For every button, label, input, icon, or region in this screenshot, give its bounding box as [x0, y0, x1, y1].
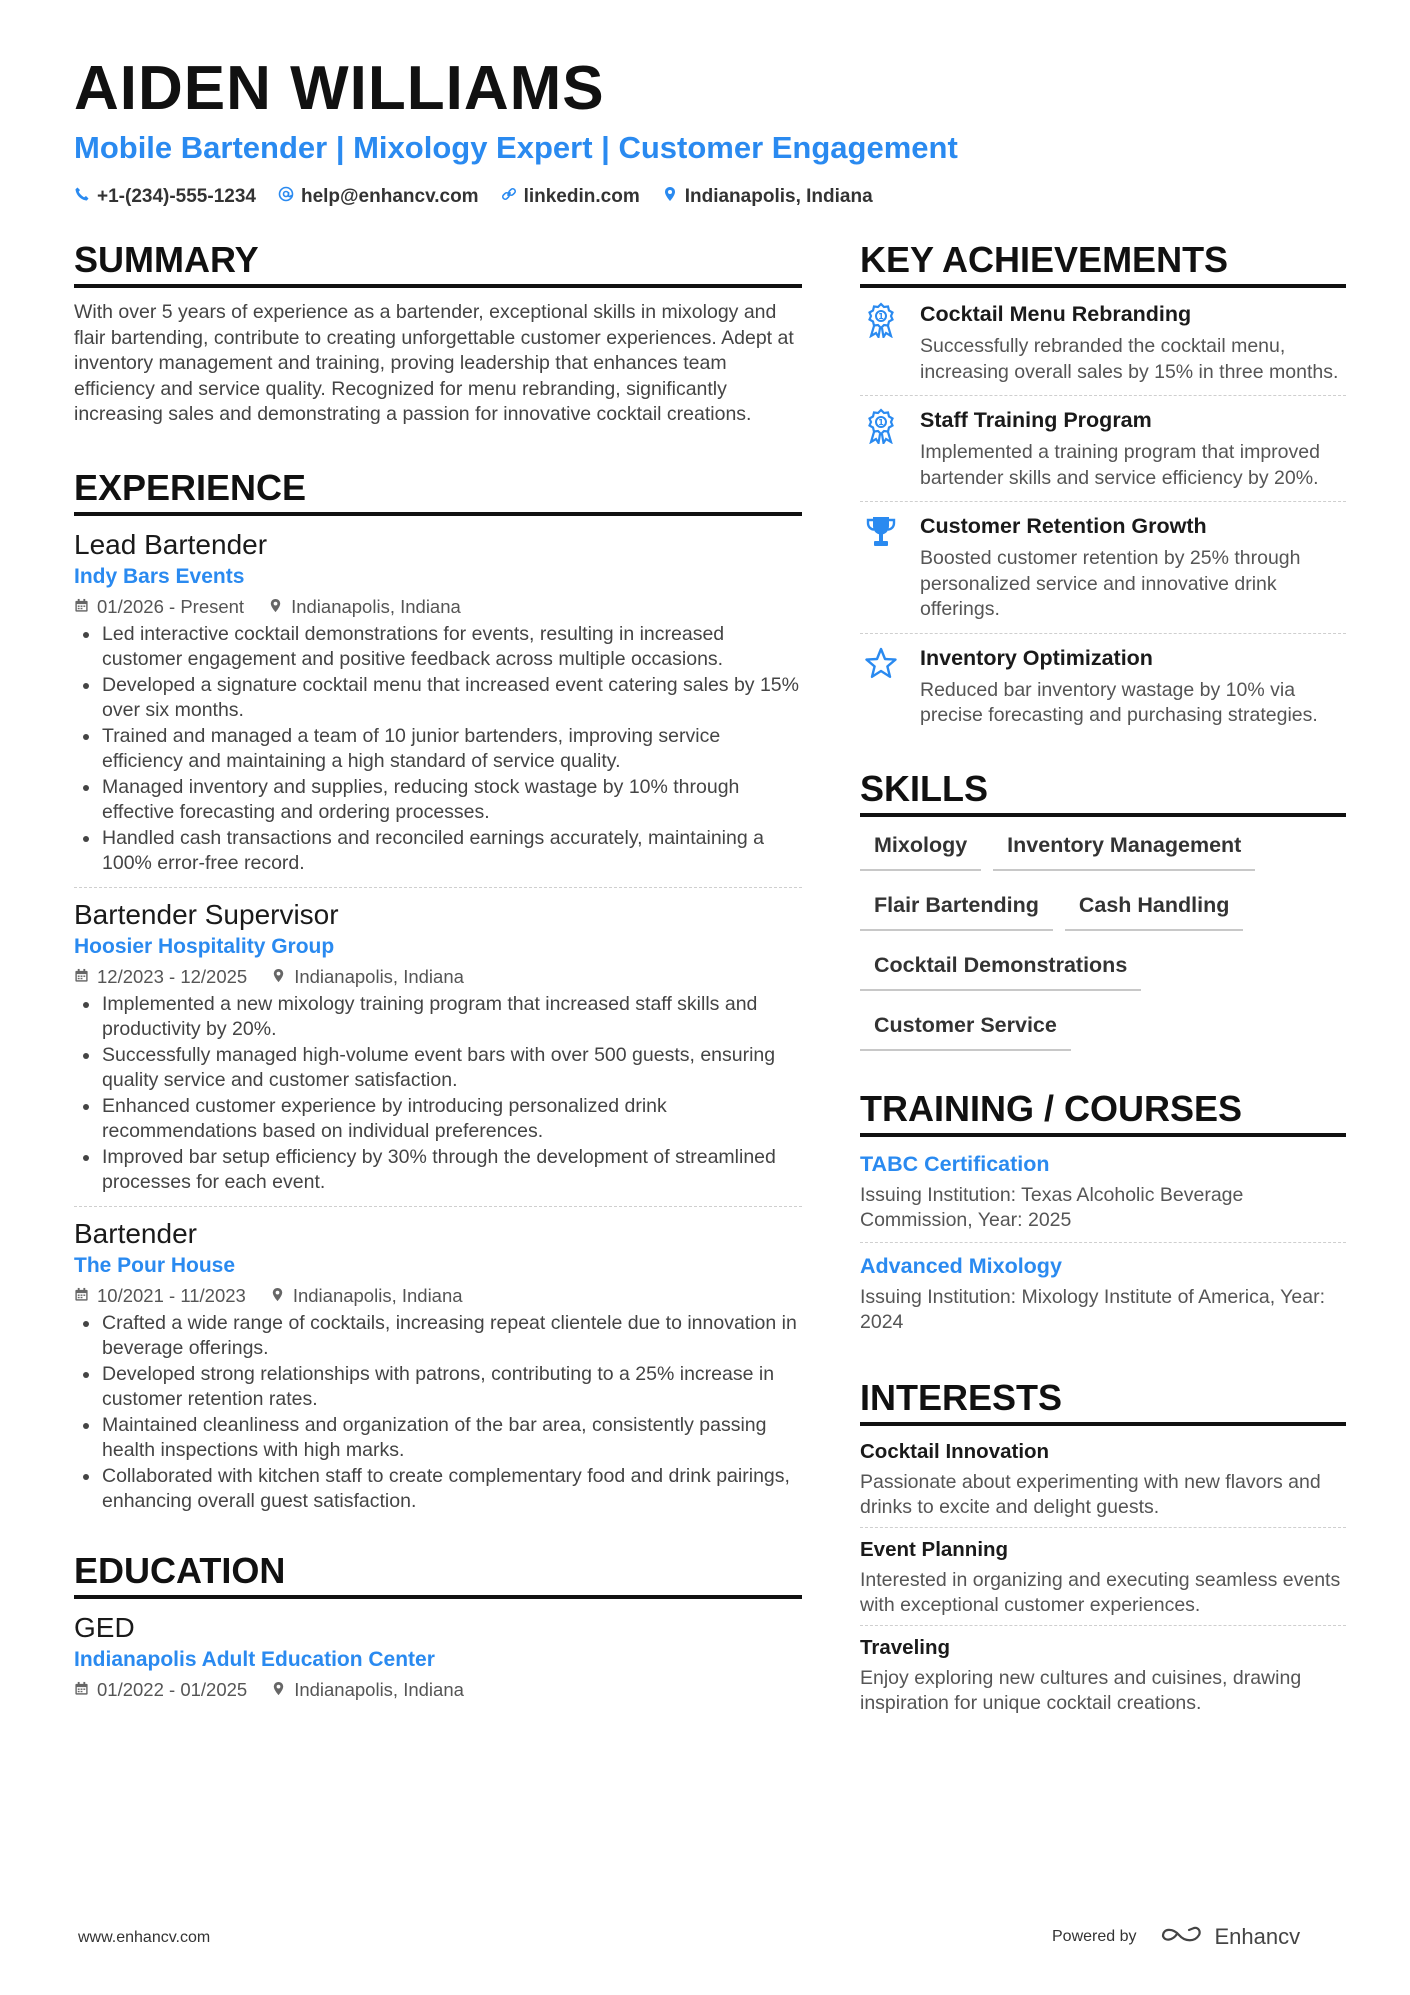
company-name: Hoosier Hospitality Group — [74, 934, 335, 958]
interests-section — [860, 1376, 1346, 1723]
achievement-item — [860, 396, 1346, 502]
interest-item — [860, 1438, 1346, 1528]
interest-item — [860, 1634, 1346, 1723]
job-bullet: Successfully managed high-volume event bars with over 500 guests, ensuring quality service and customer satisfaction. — [74, 1043, 802, 1094]
school-name: Indianapolis Adult Education Center — [74, 1647, 435, 1671]
calendar-icon — [74, 592, 89, 622]
job-bullet: Handled cash transactions and reconciled earnings accurately, maintaining a 100% error-free record. — [74, 826, 802, 877]
degree-name: GED — [74, 1611, 135, 1643]
candidate-headline: Mobile Bartender | Mixology Expert | Customer Engagement — [74, 130, 958, 165]
contact-email[interactable] — [278, 186, 479, 208]
job-dates-text: 01/2026 - Present — [97, 595, 245, 617]
location-pin-icon — [270, 1281, 285, 1311]
phone-text: +1-(234)-555-1234 — [97, 186, 256, 207]
summary-title: SUMMARY — [74, 242, 802, 288]
skill-tag: Inventory Management — [993, 829, 1255, 871]
skill-tag: Cocktail Demonstrations — [860, 949, 1141, 991]
star-icon — [860, 644, 902, 729]
location-pin-icon — [662, 186, 678, 208]
calendar-icon — [74, 962, 89, 992]
achievements-section — [860, 239, 1346, 739]
achievement-item — [860, 634, 1346, 739]
job-bullet: Developed a signature cocktail menu that increased event catering sales by 15% over six months. — [74, 673, 802, 724]
skills-section — [860, 767, 1346, 1051]
job-bullet: Implemented a new mixology training program that increased staff skills and productivity by 20%. — [74, 992, 802, 1043]
location-pin-icon — [268, 592, 283, 622]
footer-branding — [1052, 1922, 1300, 1952]
phone-icon — [74, 186, 90, 208]
job-bullet: Trained and managed a team of 10 junior bartenders, improving service efficiency and maintaining a high standard of service quality. — [74, 724, 802, 775]
job-location-text: Indianapolis, Indiana — [292, 1284, 463, 1306]
company-name: The Pour House — [74, 1253, 236, 1277]
right-column — [860, 239, 1346, 1731]
interest-title: Cocktail Innovation — [860, 1439, 1050, 1463]
job-bullet: Led interactive cocktail demonstrations for events, resulting in increased customer engagement and positive feedback across multiple occasions. — [74, 622, 802, 673]
job-bullets — [74, 622, 802, 877]
footer-website[interactable]: www.enhancv.com — [78, 1929, 211, 1946]
infinity-logo-icon — [1159, 1922, 1205, 1952]
achievement-title: Staff Training Program — [920, 408, 1152, 432]
contact-phone[interactable] — [74, 186, 256, 208]
job-dates — [74, 1281, 246, 1311]
course-title: Advanced Mixology — [860, 1253, 1062, 1278]
at-icon — [278, 186, 294, 208]
candidate-name: AIDEN WILLIAMS — [74, 54, 605, 123]
course-item — [860, 1149, 1346, 1243]
job-dates — [74, 592, 244, 622]
education-location — [271, 1675, 464, 1705]
job-meta — [74, 962, 802, 992]
job-dates-text: 10/2021 - 11/2023 — [97, 1284, 246, 1306]
job-bullet: Maintained cleanliness and organization of the bar area, consistently passing health inspections with high marks. — [74, 1413, 802, 1464]
interest-desc: Enjoy exploring new cultures and cuisines, drawing inspiration for unique cocktail creations. — [860, 1666, 1302, 1714]
skills-title: SKILLS — [860, 771, 1346, 817]
interest-desc: Passionate about experimenting with new flavors and drinks to excite and delight guests. — [860, 1470, 1321, 1518]
achievement-desc: Successfully rebranded the cocktail menu, increasing overall sales by 15% in three months. — [920, 335, 1339, 383]
achievement-body — [920, 512, 1346, 623]
experience-section — [74, 466, 802, 1525]
calendar-icon — [74, 1281, 89, 1311]
svg-text:1: 1 — [878, 312, 884, 322]
contact-bar — [74, 186, 873, 208]
achievement-desc: Reduced bar inventory wastage by 10% via precise forecasting and purchasing strategies. — [920, 678, 1318, 726]
job-bullets — [74, 1311, 802, 1515]
achievement-desc: Boosted customer retention by 25% through personalized service and innovative drink offerings. — [920, 547, 1301, 620]
job-dates-text: 12/2023 - 12/2025 — [97, 965, 248, 987]
award-ribbon-icon — [860, 300, 902, 385]
job-location-text: Indianapolis, Indiana — [294, 965, 464, 987]
job-bullets — [74, 992, 802, 1196]
course-desc: Issuing Institution: Mixology Institute of America, Year: 2024 — [860, 1285, 1325, 1333]
achievement-body — [920, 406, 1346, 491]
email-text: help@enhancv.com — [300, 186, 479, 207]
job-location-text: Indianapolis, Indiana — [291, 595, 461, 617]
powered-by-text: Powered by — [1052, 1928, 1137, 1945]
course-item — [860, 1251, 1346, 1344]
achievement-title: Inventory Optimization — [920, 645, 1153, 670]
linkedin-text: linkedin.com — [523, 186, 640, 207]
job-title: Lead Bartender — [74, 528, 268, 560]
course-desc: Issuing Institution: Texas Alcoholic Beverage Commission, Year: 2025 — [860, 1183, 1244, 1231]
brand-name: Enhancv — [1214, 1924, 1301, 1949]
achievements-title: KEY ACHIEVEMENTS — [860, 242, 1346, 288]
training-section — [860, 1087, 1346, 1344]
contact-linkedin[interactable] — [501, 186, 640, 208]
achievement-title: Customer Retention Growth — [920, 514, 1207, 538]
job-bullet: Crafted a wide range of cocktails, increasing repeat clientele due to innovation in beverage offerings. — [74, 1311, 802, 1362]
skill-tag: Customer Service — [860, 1009, 1071, 1051]
calendar-icon — [74, 1675, 89, 1705]
interest-desc: Interested in organizing and executing seamless events with exceptional customer experiences. — [860, 1568, 1341, 1616]
location-text: Indianapolis, Indiana — [684, 186, 873, 207]
course-title: TABC Certification — [860, 1151, 1050, 1176]
interest-title: Traveling — [860, 1635, 951, 1659]
interest-item — [860, 1536, 1346, 1626]
link-icon — [501, 186, 517, 208]
job-meta — [74, 1281, 802, 1311]
job-location — [268, 592, 461, 622]
trophy-icon — [860, 512, 902, 623]
achievement-body — [920, 300, 1346, 385]
achievement-body — [920, 644, 1346, 729]
brand-logo[interactable] — [1159, 1922, 1301, 1952]
svg-text:1: 1 — [878, 418, 884, 428]
education-title: EDUCATION — [74, 1553, 802, 1599]
experience-title: EXPERIENCE — [74, 470, 802, 516]
education-dates — [74, 1675, 247, 1705]
left-column — [74, 239, 802, 1705]
skill-tag: Flair Bartending — [860, 889, 1053, 931]
award-ribbon-icon — [860, 406, 902, 491]
job-bullet: Collaborated with kitchen staff to create complementary food and drink pairings, enhancing overall guest satisfaction. — [74, 1464, 802, 1515]
education-meta — [74, 1675, 802, 1705]
interests-title: INTERESTS — [860, 1380, 1346, 1426]
location-pin-icon — [271, 1675, 286, 1705]
job-entry — [74, 528, 802, 888]
job-location — [271, 962, 464, 992]
education-section — [74, 1549, 802, 1705]
summary-section — [74, 239, 802, 428]
job-location — [270, 1281, 463, 1311]
contact-location — [662, 186, 873, 208]
job-bullet: Improved bar setup efficiency by 30% through the development of streamlined processes for each event. — [74, 1145, 802, 1196]
achievement-desc: Implemented a training program that improved bartender skills and service efficiency by 20%. — [920, 441, 1320, 489]
achievement-title: Cocktail Menu Rebranding — [920, 302, 1192, 326]
job-entry — [74, 898, 802, 1207]
skill-tag: Cash Handling — [1065, 889, 1244, 931]
skill-tag: Mixology — [860, 829, 981, 871]
education-location-text: Indianapolis, Indiana — [294, 1678, 464, 1700]
job-bullet: Developed strong relationships with patrons, contributing to a 25% increase in customer retention rates. — [74, 1362, 802, 1413]
job-title: Bartender Supervisor — [74, 898, 339, 930]
skills-list — [860, 829, 1346, 1051]
job-dates — [74, 962, 247, 992]
achievement-item — [860, 290, 1346, 396]
job-bullet: Managed inventory and supplies, reducing stock wastage by 10% through effective forecasting and ordering processes. — [74, 775, 802, 826]
job-bullet: Enhanced customer experience by introducing personalized drink recommendations based on individual preferences. — [74, 1094, 802, 1145]
training-title: TRAINING / COURSES — [860, 1091, 1346, 1137]
summary-text: With over 5 years of experience as a bartender, exceptional skills in mixology and flair bartending, contribute to creating unforgettable customer experiences. Adept at inventory management and training, proving leadership that enhances team efficiency and service quality. Recognized for menu rebranding, significantly increasing sales and demonstrating a passion for innovative cocktail creations. — [74, 301, 794, 425]
education-dates-text: 01/2022 - 01/2025 — [97, 1678, 248, 1700]
location-pin-icon — [271, 962, 286, 992]
interest-title: Event Planning — [860, 1537, 1009, 1561]
company-name: Indy Bars Events — [74, 564, 245, 588]
job-title: Bartender — [74, 1217, 197, 1249]
achievement-item — [860, 502, 1346, 634]
job-entry — [74, 1217, 802, 1525]
job-meta — [74, 592, 802, 622]
